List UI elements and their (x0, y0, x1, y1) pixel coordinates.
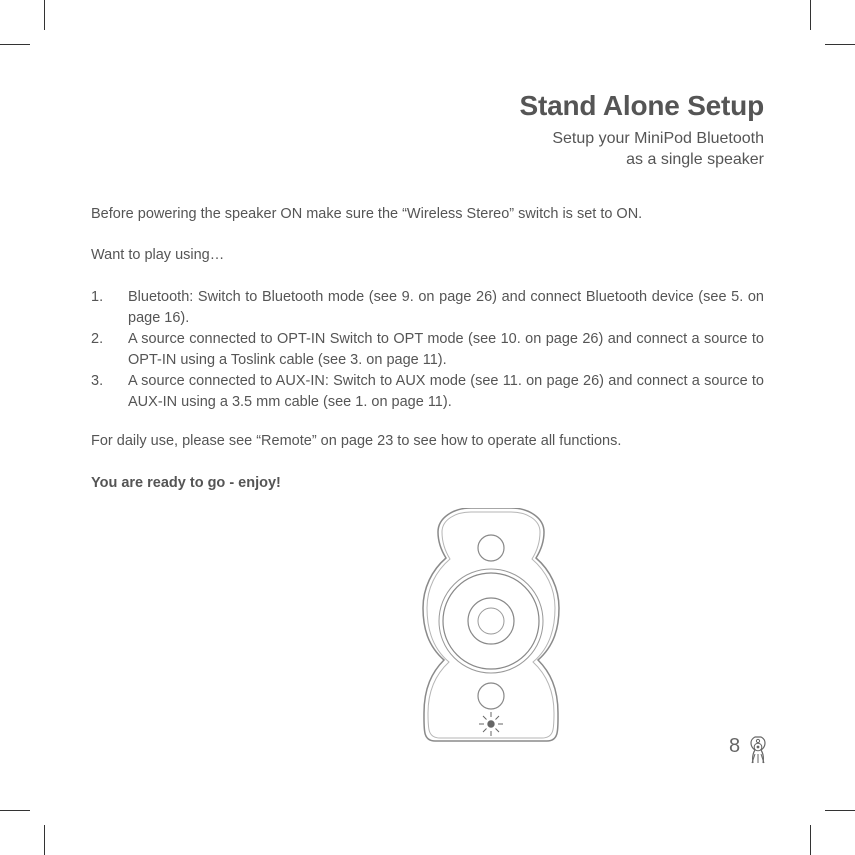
list-item (91, 371, 764, 413)
crop-mark (0, 810, 30, 811)
crop-mark (825, 810, 855, 811)
crop-mark (0, 44, 30, 45)
steps-list (91, 287, 764, 413)
crop-mark (825, 44, 855, 45)
speaker-logo-icon (748, 735, 768, 765)
woofer-inner-circle (468, 598, 514, 644)
crop-mark (44, 825, 45, 855)
woofer-outer-circle (439, 569, 543, 673)
list-item-number: 1. (91, 289, 104, 305)
led-indicator-icon (479, 712, 503, 736)
speaker-illustration (418, 508, 564, 744)
list-item (91, 329, 764, 371)
list-item-number: 2. (91, 331, 104, 347)
ready-message: You are ready to go - enjoy! (91, 475, 281, 491)
list-item-text: Bluetooth: Switch to Bluetooth mode (see 9. on page 26) and connect Bluetooth device (see 5. on page 16). (128, 289, 764, 326)
crop-mark (44, 0, 45, 30)
page-number: 8 (729, 735, 741, 757)
tweeter-circle (478, 535, 504, 561)
crop-mark (810, 0, 811, 30)
passive-port-circle (478, 683, 504, 709)
daily-use-paragraph: For daily use, please see “Remote” on page 23 to see how to operate all functions. (91, 433, 622, 449)
list-item (91, 287, 764, 329)
list-item-number: 3. (91, 373, 104, 389)
speaker-cabinet-inner (427, 512, 555, 738)
woofer-dustcap-circle (478, 608, 504, 634)
list-item-text: A source connected to AUX-IN: Switch to AUX mode (see 11. on page 26) and connect a source to AUX-IN using a 3.5 mm cable (see 1. on page 11). (128, 373, 764, 410)
page-title: Stand Alone Setup (519, 90, 764, 121)
list-item-text: A source connected to OPT-IN Switch to OPT mode (see 10. on page 26) and connect a source to OPT-IN using a Toslink cable (see 3. on page 11). (128, 331, 764, 368)
lead-paragraph: Want to play using… (91, 247, 225, 263)
crop-mark (810, 825, 811, 855)
subtitle-line: as a single speaker (626, 151, 764, 168)
subtitle-line: Setup your MiniPod Bluetooth (552, 130, 764, 147)
woofer-middle-circle (443, 573, 539, 669)
intro-paragraph: Before powering the speaker ON make sure the “Wireless Stereo” switch is set to ON. (91, 206, 643, 222)
page-subtitle (552, 128, 764, 170)
